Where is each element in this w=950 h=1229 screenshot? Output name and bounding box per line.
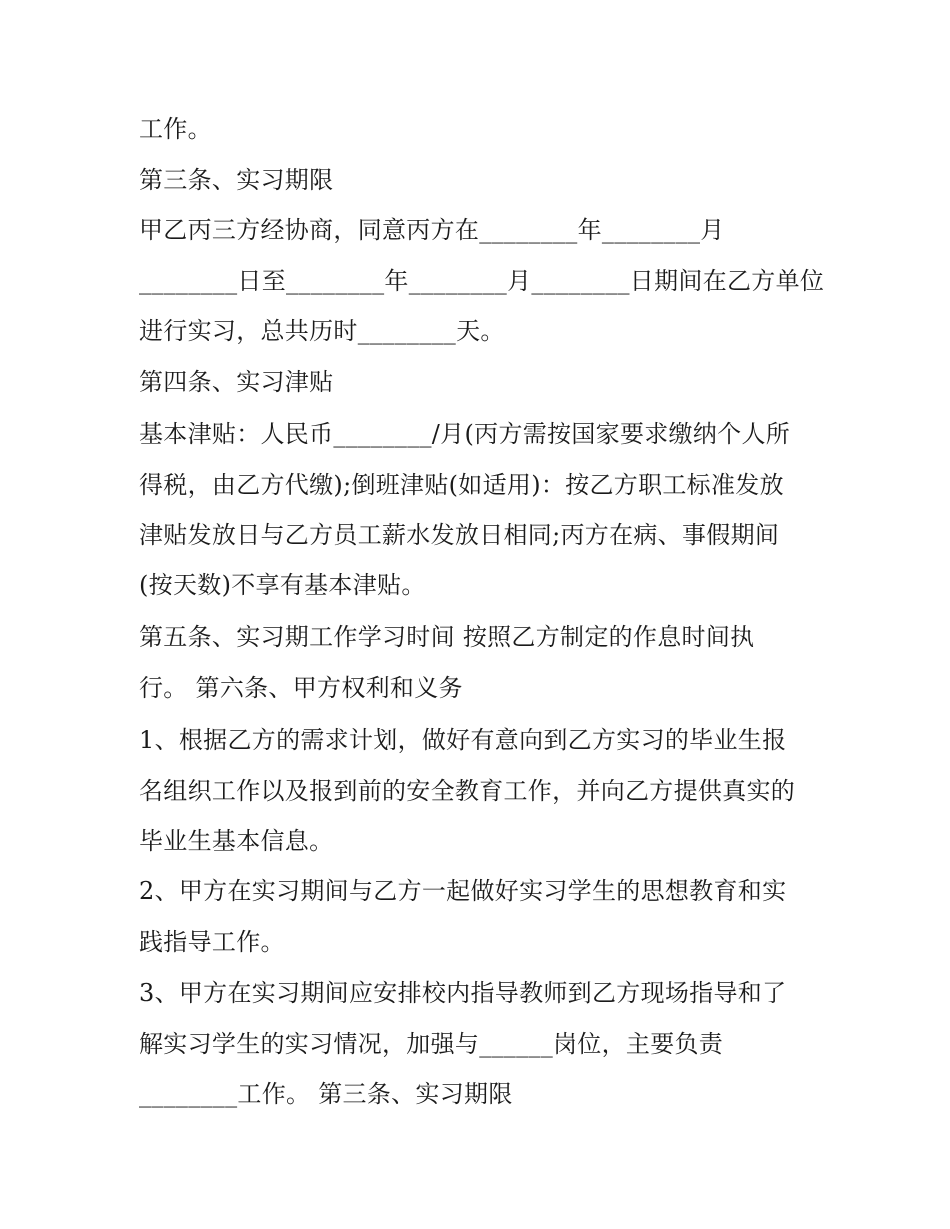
text-line: 津贴发放日与乙方员工薪水发放日相同;丙方在病、事假期间 [139, 521, 780, 549]
text-line: 2、甲方在实习期间与乙方一起做好实习学生的思想教育和实 [139, 877, 787, 905]
text-line: 毕业生基本信息。 [139, 827, 334, 855]
text-line: 践指导工作。 [139, 928, 285, 956]
text-line: 工作。 [139, 115, 212, 143]
text-line: ________日至________年________月________日期间在乙方单位 [139, 267, 825, 295]
text-line: 解实习学生的实习情况，加强与______岗位，主要负责 [139, 1030, 724, 1058]
section-heading: 第四条、实习津贴 [139, 368, 334, 396]
text-line: 进行实习，总共历时________天。 [139, 317, 505, 345]
text-line: 行。 第六条、甲方权利和义务 [139, 674, 463, 702]
text-line: 名组织工作以及报到前的安全教育工作，并向乙方提供真实的 [139, 777, 796, 805]
text-line: 甲乙丙三方经协商，同意丙方在________年________月 [139, 216, 725, 244]
section-heading: 第三条、实习期限 [139, 166, 334, 194]
text-line: (按天数)不享有基本津贴。 [139, 571, 426, 599]
text-line: 第五条、实习期工作学习时间 按照乙方制定的作息时间执 [139, 623, 755, 651]
text-line: ________工作。 第三条、实习期限 [139, 1080, 513, 1108]
text-line: 1、根据乙方的需求计划，做好有意向到乙方实习的毕业生报 [139, 726, 787, 754]
text-line: 基本津贴：人民币________/月(丙方需按国家要求缴纳个人所 [139, 420, 791, 448]
text-line: 得税，由乙方代缴);倒班津贴(如适用)：按乙方职工标准发放 [139, 471, 784, 499]
text-line: 3、甲方在实习期间应安排校内指导教师到乙方现场指导和了 [139, 979, 787, 1007]
